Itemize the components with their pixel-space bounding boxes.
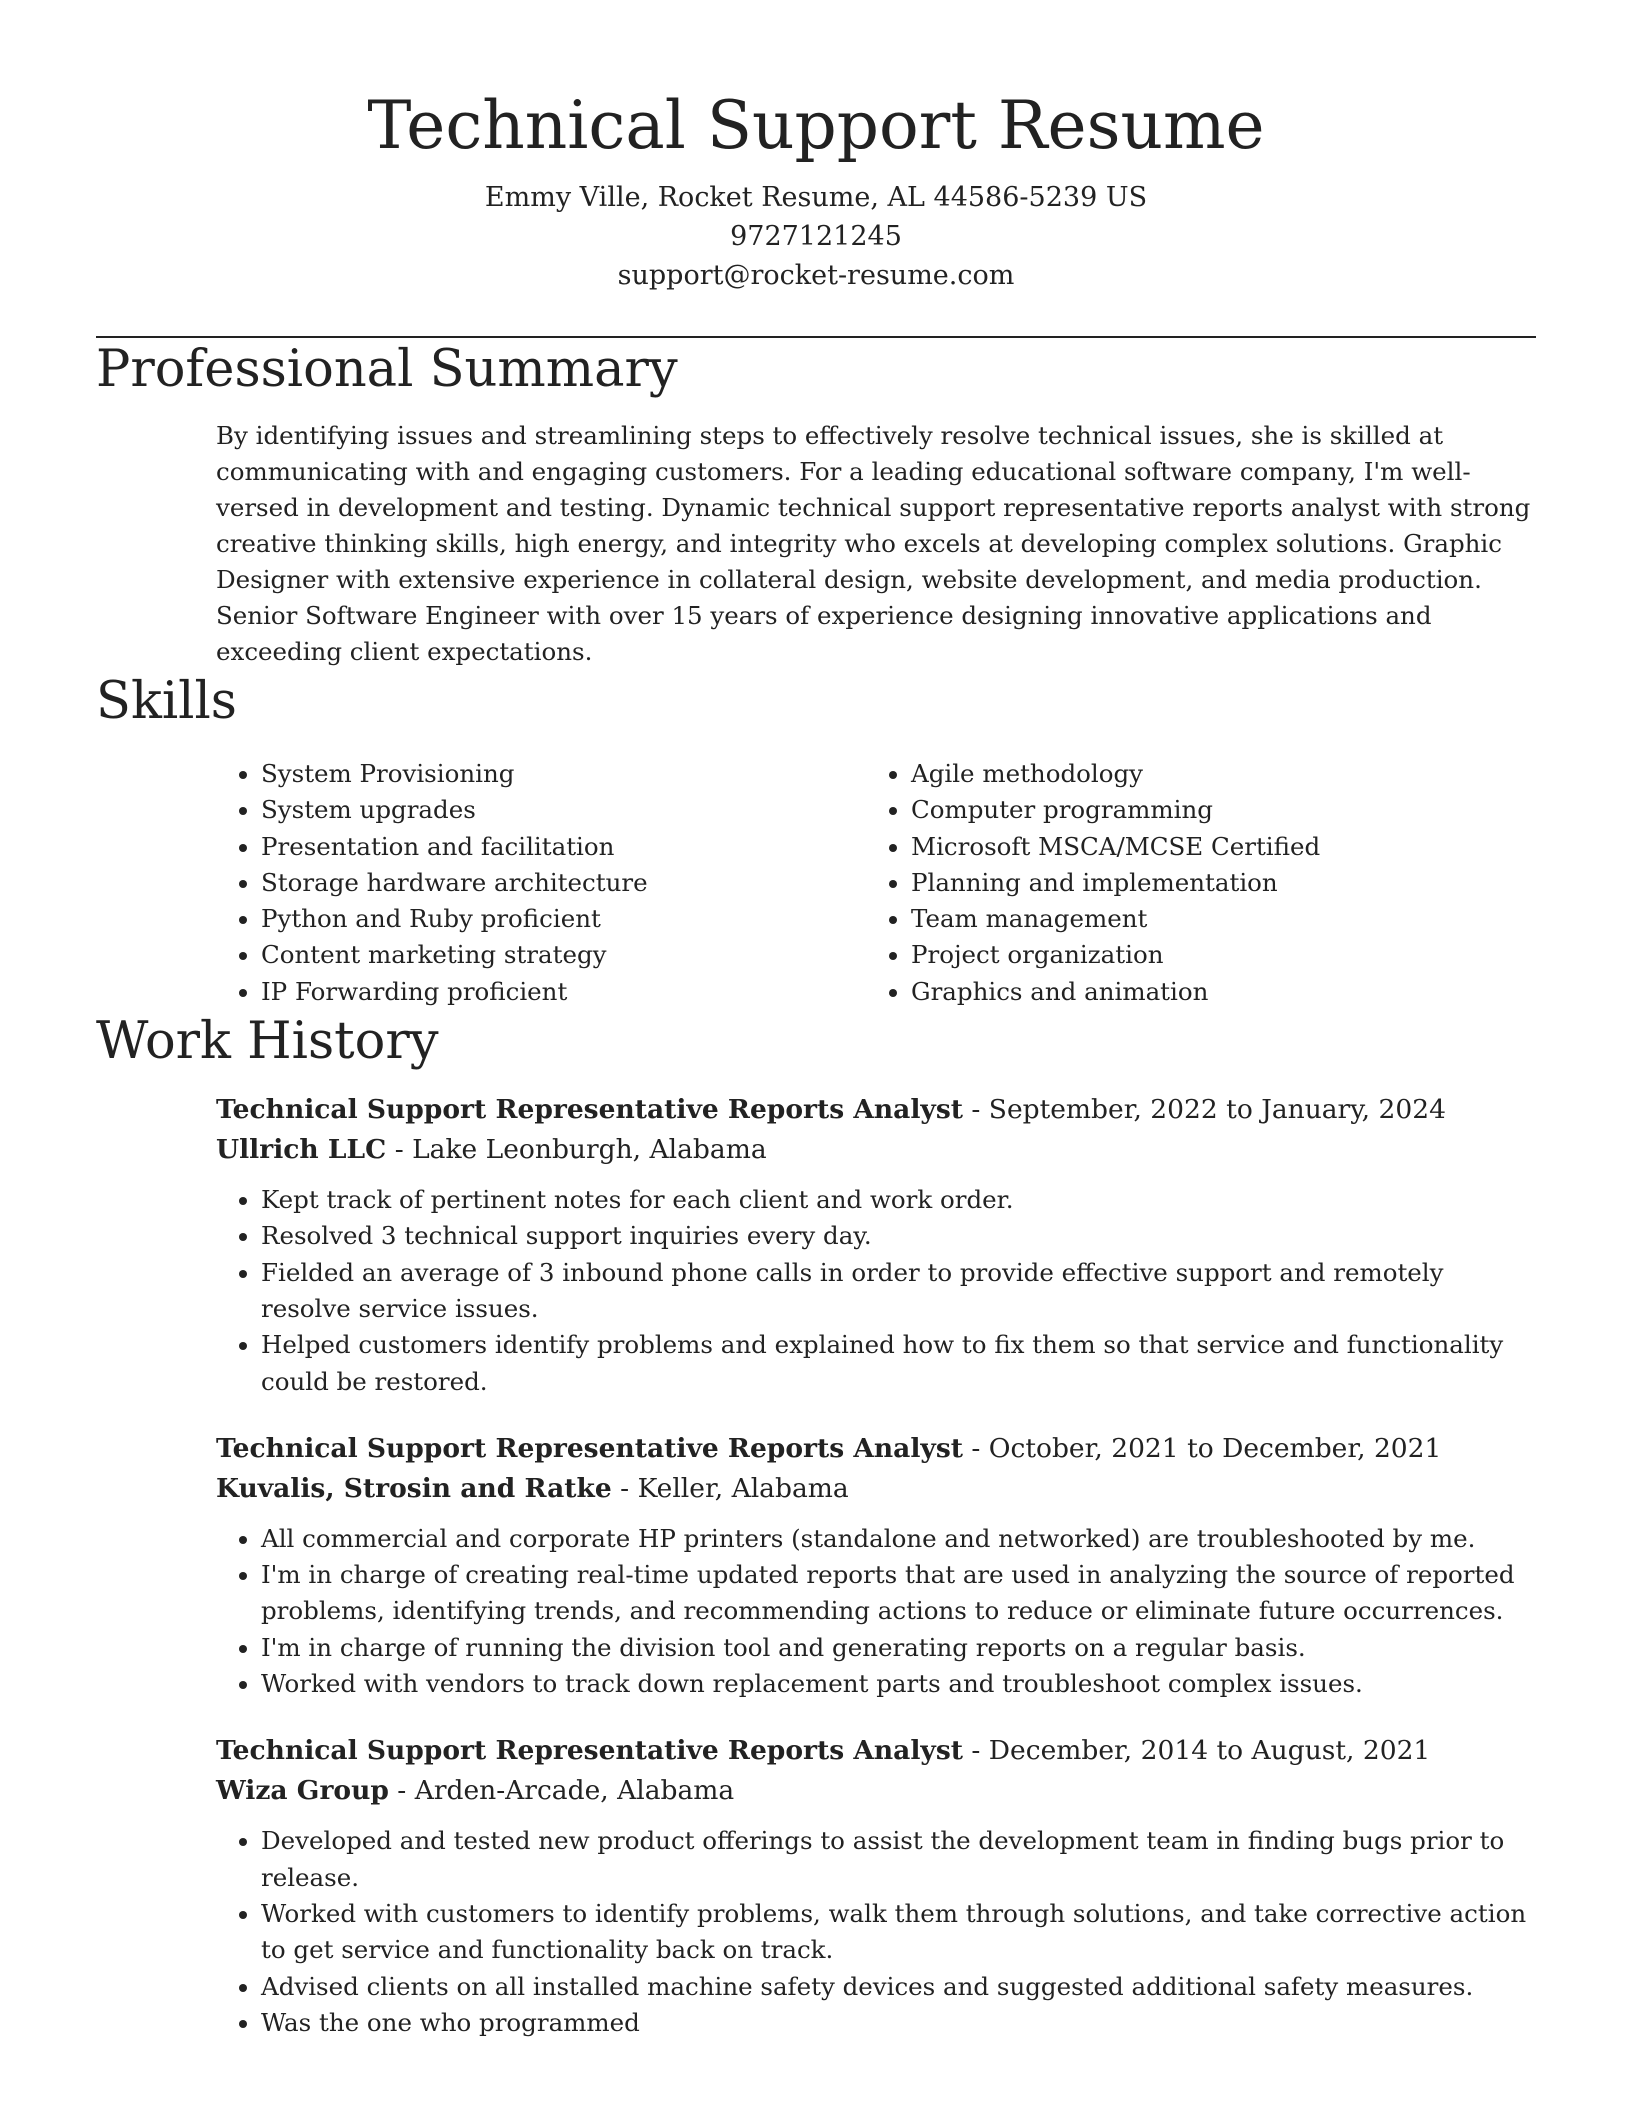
job-bullets (216, 1521, 1536, 1702)
work-history-heading: Work History (96, 1012, 439, 1072)
skills-heading: Skills (96, 672, 237, 731)
job-bullet: • All commercial and corporate HP printers (standalone and networked) are troubleshooted by me. (261, 1521, 1536, 1557)
job-bullet: • Advised clients on all installed machine safety devices and suggested additional safety measures. (261, 1969, 1536, 2005)
job-bullet: • I'm in charge of running the division tool and generating reports on a regular basis. (261, 1630, 1536, 1666)
job-dates: October, 2021 to December, 2021 (988, 1432, 1442, 1464)
job-bullets (216, 1182, 1536, 1400)
summary-text: By identifying issues and streamlining steps to effectively resolve technical issues, she is skilled at communicating with and engaging customers. For a leading educational software company, I'm well-versed in development and testing. Dynamic technical support representative reports analyst with strong creative thinking skills, high energy, and integrity who excels at developing complex solutions. Graphic Designer with extensive experience in collateral design, website development, and media production. Senior Software Engineer with over 15 years of experience designing innovative applications and exceeding client expectations. (216, 421, 1531, 666)
skill-item: • Computer programming (911, 792, 1516, 828)
skills-list-left (216, 756, 866, 1010)
job-bullet: • Kept track of pertinent notes for each client and work order. (261, 1182, 1536, 1218)
skill-item: • Graphics and animation (911, 974, 1516, 1010)
separator: - (962, 1735, 989, 1767)
skills-columns (216, 756, 1536, 1010)
separator: - (962, 1432, 989, 1464)
separator: - (386, 1134, 413, 1166)
job-company-line (216, 1771, 1536, 1811)
job-bullet: • Resolved 3 technical support inquiries every day. (261, 1218, 1536, 1254)
separator: - (388, 1775, 415, 1807)
skill-item: • Storage hardware architecture (261, 865, 866, 901)
contact-block (96, 178, 1536, 295)
skill-item: • IP Forwarding proficient (261, 974, 866, 1010)
skill-item: • Agile methodology (911, 756, 1516, 792)
separator: - (611, 1472, 638, 1504)
job-dates: December, 2014 to August, 2021 (988, 1735, 1431, 1767)
separator: - (962, 1094, 989, 1126)
skill-item: • Team management (911, 901, 1516, 937)
job-company-line (216, 1130, 1536, 1170)
job-company-line (216, 1469, 1536, 1509)
skill-item: • Project organization (911, 937, 1516, 973)
job-company: Ullrich LLC (216, 1134, 387, 1166)
job-entry (216, 1429, 1536, 1702)
job-dates: September, 2022 to January, 2024 (988, 1094, 1446, 1126)
job-role-line (216, 1090, 1536, 1130)
skill-item: • System Provisioning (261, 756, 866, 792)
job-role: Technical Support Representative Reports Analyst (216, 1432, 963, 1464)
job-role: Technical Support Representative Reports Analyst (216, 1735, 963, 1767)
skill-item: • Python and Ruby proficient (261, 901, 866, 937)
job-entry (216, 1090, 1536, 1400)
skill-item: • Planning and implementation (911, 865, 1516, 901)
skill-item: • Content marketing strategy (261, 937, 866, 973)
resume-title: Technical Support Resume (367, 87, 1265, 164)
email: support@rocket-resume.com (617, 260, 1015, 291)
job-location: Arden-Arcade, Alabama (414, 1775, 735, 1807)
job-bullet: • Worked with vendors to track down replacement parts and troubleshoot complex issues. (261, 1666, 1536, 1702)
job-bullet: • Worked with customers to identify problems, walk them through solutions, and take corrective action to get service and functionality back on track. (261, 1896, 1536, 1969)
skill-item: • Microsoft MSCA/MCSE Certified (911, 829, 1516, 865)
resume-page (96, 0, 1536, 2041)
job-role-line (216, 1429, 1536, 1469)
job-bullet: • Developed and tested new product offerings to assist the development team in finding bugs prior to release. (261, 1823, 1536, 1896)
job-bullet: • Fielded an average of 3 inbound phone calls in order to provide effective support and remotely resolve service issues. (261, 1255, 1536, 1328)
summary-heading: Professional Summary (96, 340, 678, 399)
skill-item: • System upgrades (261, 792, 866, 828)
job-entry (216, 1731, 1536, 2041)
job-location: Keller, Alabama (637, 1472, 849, 1504)
job-company: Wiza Group (216, 1775, 389, 1807)
job-role: Technical Support Representative Reports Analyst (216, 1094, 963, 1126)
job-company: Kuvalis, Strosin and Ratke (216, 1472, 612, 1504)
job-bullet: • Was the one who programmed (261, 2005, 1536, 2041)
skills-list-right (866, 756, 1516, 1010)
skill-item: • Presentation and facilitation (261, 829, 866, 865)
job-location: Lake Leonburgh, Alabama (412, 1134, 767, 1166)
job-bullet: • I'm in charge of creating real-time updated reports that are used in analyzing the source of reported problems, identifying trends, and recommending actions to reduce or eliminate future occurrences. (261, 1557, 1536, 1630)
job-role-line (216, 1731, 1536, 1771)
job-bullets (216, 1823, 1536, 2041)
job-bullet: • Helped customers identify problems and explained how to fix them so that service and functionality could be restored. (261, 1327, 1536, 1400)
address: Emmy Ville, Rocket Resume, AL 44586-5239 US (484, 182, 1148, 213)
phone: 9727121245 (730, 221, 902, 252)
